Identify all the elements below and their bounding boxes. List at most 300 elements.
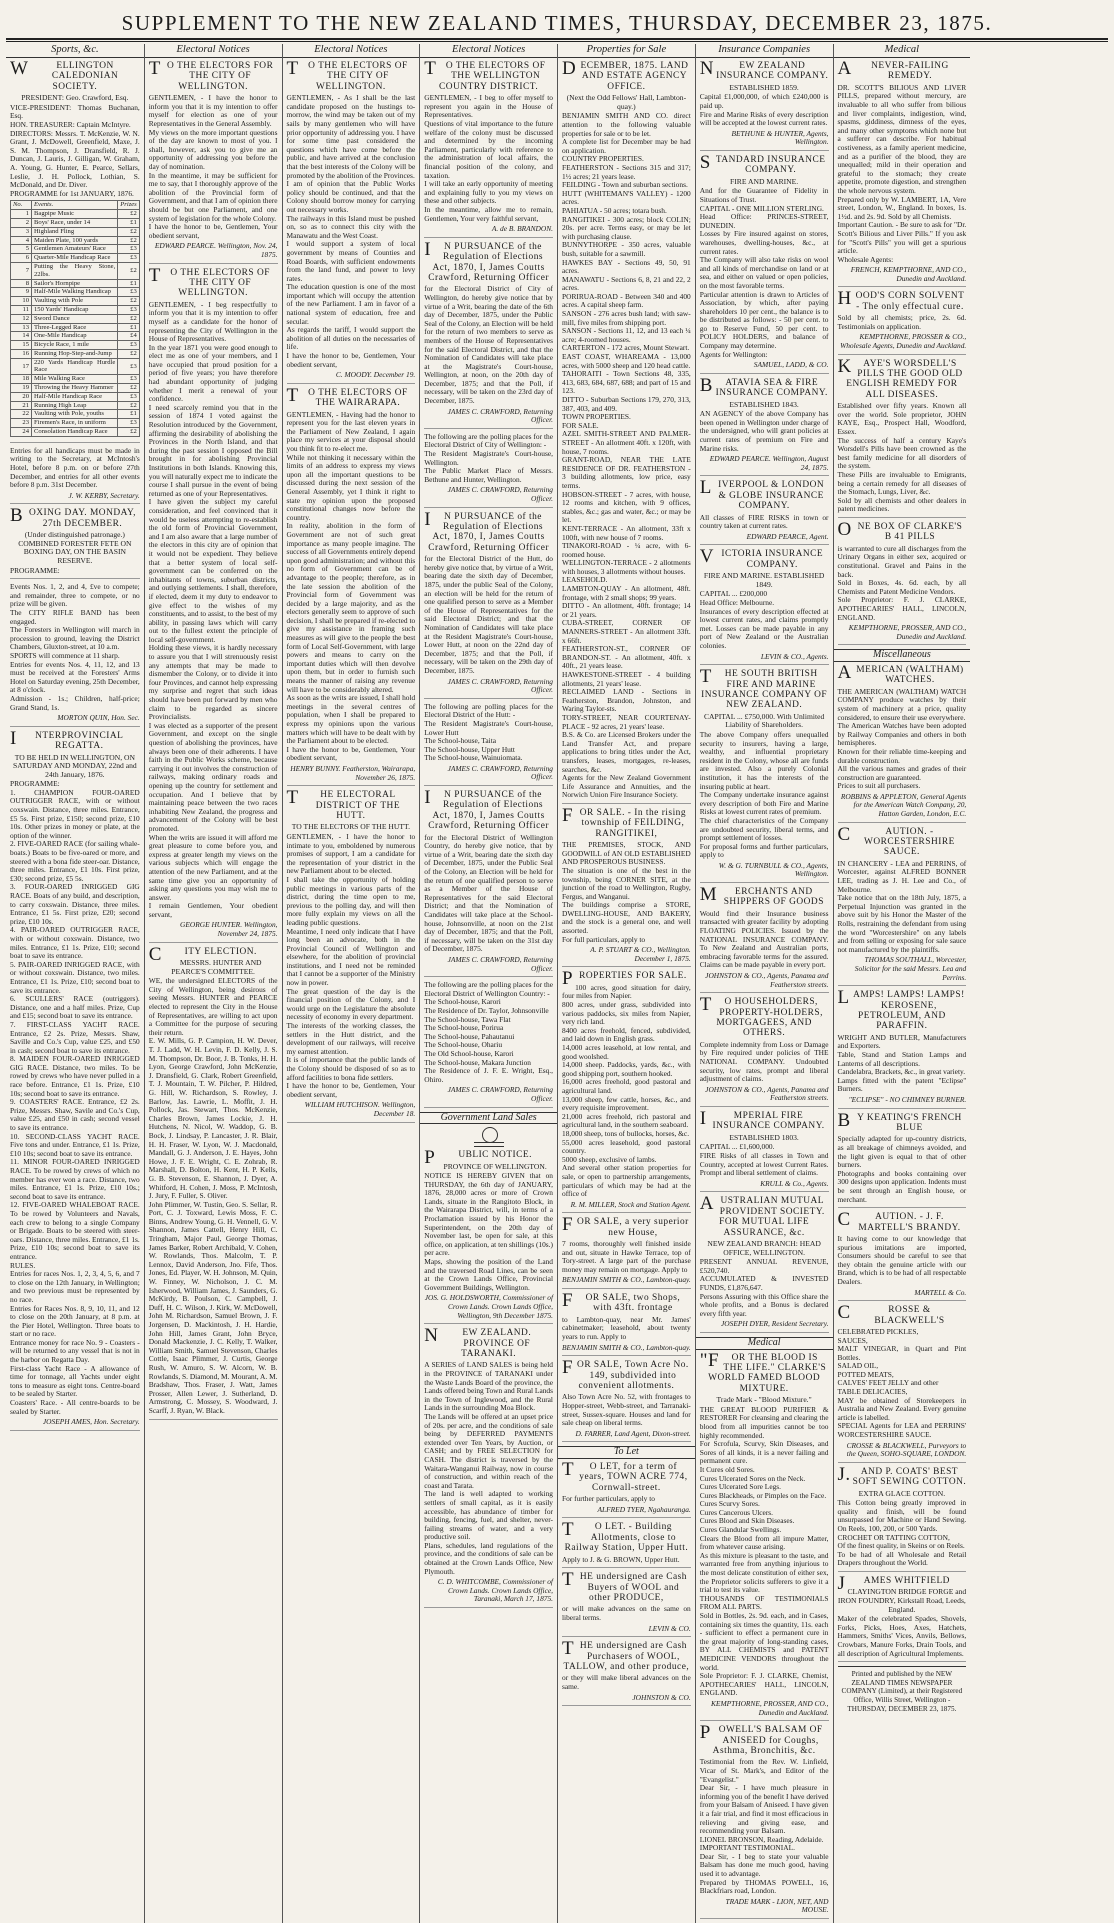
table-row — [11, 279, 140, 288]
ad-body: For further particulars, apply to — [562, 1494, 655, 1504]
ad-subtitle: Trade Mark - "Blood Mixture." — [716, 1395, 812, 1405]
section-heading: Medical — [696, 1337, 833, 1350]
table-cell: 20 — [11, 392, 32, 401]
ad-body: The above Company offers unequalled security to insurers, having a large, wealthy, and influential proprietary resident in the Colony, whose all are funds are invested. Also a purely Colonial institution, it has the interests of the insuring public at heart. The Company undertake insurance against every description of both Fire and Marine Risks at lowest current rates of premium. The chief characteristics of the Company are undoubted security, liberal terms, and prompt settlement of losses. For proposal forms and further particulars, apply to — [699, 729, 829, 860]
ad-title: THE ELECTORAL DISTRICT OF THE HUTT. — [286, 787, 401, 821]
table-cell: £2 — [118, 314, 139, 323]
ad-body: GENTLEMEN, - I have the honor to inform you that it is my intention to offer myself for election as one of your Representatives in the General Assembly. My views on the more important questions of the day are known to most of you. I shall, however, ask you to give me an opportunity of addressing you before the day of nomination. In the meantime, it may be sufficient for me to say, that I thoroughly approve of the abolition of the Provincial form of Government, and that I am of opinion there should be but one Parliament, and one system of legislation for the whole Colony. I have the honor to be, Gentlemen, Your obedient servant, — [148, 93, 278, 240]
ad-body: 7 rooms, thoroughly well finished inside and out, situate in Hawke Terrace, top of Tory-street. A large part of the purchase money may remain on mortgage. Apply to — [562, 1239, 691, 1274]
ad-body: Entries for all handicaps must be made in writing to the Secretary, at McIntosh's Hotel, before 8 p.m. on or before 27th December, and entries for all other events before 8 p.m. 31st December. — [10, 445, 140, 490]
advertisement — [699, 1349, 829, 1722]
table-cell: 8 — [11, 279, 32, 288]
table-cell: 15 — [11, 341, 32, 350]
ad-body: WRIGHT AND BUTLER, Manufacturers and Exporters. Table, Stand and Station Lamps and Lanterns of all descriptions. Candelabra, Brackets, &c., in great variety. Lamps fitted with the patent "Eclipse" Burners. — [837, 1032, 967, 1094]
table-cell: £2 — [118, 210, 139, 219]
ad-subtitle: EXTRA GLACE COTTON. — [858, 1488, 946, 1498]
ad-title: FOR SALE, Town Acre No. 149, subdivided into convenient allotments. — [562, 1357, 689, 1392]
ad-subtitle: ESTABLISHED 1843. — [729, 399, 799, 409]
table-cell: Sailor's Hornpipe — [32, 279, 118, 288]
ad-title: TO THE ELECTORS OF THE CITY OF WELLINGTON. — [148, 264, 270, 299]
table-cell: £2 — [118, 384, 139, 393]
ad-signature: GEORGE HUNTER. Wellington, November 24, 1875. — [180, 920, 278, 939]
ad-signature: WILLIAM HUTCHISON. Wellington, December 18. — [304, 1100, 416, 1118]
advertisement — [837, 987, 967, 1108]
advertisement — [10, 727, 140, 1431]
ad-signature: EDWARD PEARCE. Wellington, August 24, 1875. — [709, 454, 829, 472]
ad-body: THE PREMISES, STOCK, AND GOODWILL of AN OLD ESTABLISHED AND PROSPEROUS BUSINESS. The situation is one of the best in the township, being CORNER SITE, at the junction of the road to Wellington, Rugby, Fergus, and Wanganui. The buildings comprise a STORE, DWELLING-HOUSE, AND BAKERY, and the stock is a general one, and well assorted. For full particulars, apply to — [562, 840, 691, 944]
ad-signature: KEMPTHORNE, PROSSER & CO., Wholesale Agents, Dunedin and Auckland. — [840, 332, 967, 351]
ad-signature: JOSEPH DYER, Resident Secretary. — [721, 1319, 829, 1329]
ad-title: IMPERIAL FIRE INSURANCE COMPANY. — [699, 1108, 825, 1132]
table-cell: £1 — [118, 410, 139, 419]
advertisement — [424, 787, 553, 977]
ad-title: "FOR THE BLOOD IS THE LIFE." CLARKE'S WORLD FAMED BLOOD MIXTURE. — [699, 1349, 827, 1394]
table-cell: 3 — [11, 227, 32, 236]
table-cell: Bagpipe Music — [32, 210, 118, 219]
table-row — [11, 419, 140, 428]
table-cell: Vaulting with Pole, youths — [32, 410, 118, 419]
table-cell: £2 — [118, 428, 139, 437]
ad-title: LIVERPOOL & LONDON & GLOBE INSURANCE COMPANY. — [699, 477, 825, 512]
column-2 — [144, 44, 282, 1923]
advertisement — [148, 943, 278, 1420]
ad-title: BY KEATING'S FRENCH BLUE — [837, 1109, 962, 1133]
ad-signature: MORTON QUIN, Hon. Sec. — [57, 713, 140, 723]
ad-title: IN PURSUANCE of the Regulation of Elections Act, 1870, I, James Coutts Crawford, Returning Officer — [424, 787, 550, 832]
table-cell: Vaulting with Pole — [32, 297, 118, 306]
advertisement — [699, 994, 829, 1107]
ad-body: or will make advances on the same on liberal terms. — [562, 1604, 691, 1623]
ad-title: LAMPS! LAMPS! LAMPS! KEROSENE, PETROLEUM, AND PARAFFIN. — [837, 987, 965, 1032]
advertisement — [837, 1302, 967, 1463]
ad-body: WE, the undersigned ELECTORS of the City of Wellington, being desirous of seeing Messrs. HUNTER and PEARCE elected to represent the City in the House of Representatives, are willing to act upon a Committee for the purpose of securing their return. E. W. Mills, G. P. Campion, H. W. Dever, T. J. Ladd, W. H. Levin, F. D. Kelly, J. S. M. Thompson, Dr. Boor, J. B. Tonks, H. H. Lyon, George Crawford, John McKenzie, J. Dransfield, G. Clark, Robert Greenfield, T. J. Mountain, T. W. Pilcher, P. Hildred, G. Hill, W. Richardson, S. Rowley, J. Barlow, Jas. Lawrie, L. Moffit, J. H. Pollock, Jas. Stewart, Thos. McKenzie, Charles Brown, James Lockie, J. H. Hutchens, N. Nicol, W. Waddop, G. B. Bock, J. Lindsay, P. Lancaster, J. R. Blair, H. H. Fraser, W. Lyon, W. J. Macdonald, Mandall, G. J. Anderson, J. E. Hayes, John Howe, J. F. E. Wright, C. E. Zohrab, R. Marshall, D. Bolton, H. Kent, H. P. Kells, G. B. Stevenson, E. Shannon, J. Dyer, A. Whitford, H. Cohen, J. Moss, P. McIntosh, J. Jury, F. Fuller, S. Oliver. John Plimmer, W. Tustin, Geo. S. Sellar, R. Port, C. J. Toxward, Lewis Moss, F. C. Binns, Andrew Young, G. H. Vennell, G. V. Shannon, James Cattell, Henry Hill, C. Tringham, Major Paul, George Thomas, James Barker, Robert Archibald, V. Cohen, W. Rowlands, Thos. Malcolm, T. P. Lennox, David Anderson, Jno. Fife, Thos. Jones, Ed. Player, W. H. Johnson, M. Quin, W. Finney, W. Nicholson, J. C. M. Isherwood, William James, J. Saunders, G. McKirdy, B. Poulson, C. Campbell, J. Duff, H. C. Wilson, J. Kirk, W. McDowell, John M. Richardson, Samuel Brown, J. F. Jorgensen, D. Mackintosh, J. H. Hardie, John Hill, James Grant, John Bryce, Donald Mackenzie, J. C. Kelly, T. Walker, William Smith, Samuel Stevenson, Charles Cottle, Isaac Plimmer, J. Curtis, George Rush, W. Amuro, S. W. Alcorn, W. B. Rowlands, S. Diamond, M. Mourant, A. M. Bradshaw, Thos. Fraser, J. Watt, James Prosser, Allen Lewer, J. Sutherland, D. Armstrong, C. Mossey, S. Woodward, J. Scarff, J. Ryan, W. Black. — [148, 976, 278, 1415]
table-cell: £2 — [118, 227, 139, 236]
table-row — [11, 410, 140, 419]
ad-title: ANEVER-FAILING REMEDY. — [837, 58, 949, 82]
table-row — [11, 392, 140, 401]
ad-subtitle: NEW ZEALAND BRANCH: HEAD OFFICE, WELLINGTON. — [707, 1239, 821, 1257]
table-cell: £3 — [118, 341, 139, 350]
ad-signature: JAMES C. CRAWFORD, Returning Officer. — [447, 676, 553, 695]
table-row — [11, 314, 140, 323]
table-cell: 12 — [11, 314, 32, 323]
ad-signature: KEMPTHORNE, PROSSER, AND CO., Dunedin and Auckland. — [848, 623, 967, 641]
ad-signature: LEVIN & CO. — [648, 1623, 691, 1633]
table-cell: £4 — [118, 332, 139, 341]
ad-title: MERCHANTS AND SHIPPERS OF GOODS — [699, 884, 824, 908]
ad-title: THE undersigned are Cash Buyers of WOOL and other PRODUCE, — [562, 1569, 687, 1604]
ad-body: GENTLEMEN, - I beg respectfully to inform you that it is my intention to offer myself as a candidate for the honor of representing the City of Wellington in the House of Representatives. In the year 1871 you were good enough to elect me as one of your members, and I have occupied that proud position for a period of five years; you have therefore had abundant opportunity of judging whether I merit a renewal of your confidence. I need scarcely remind you that in the session of 1874 I voted against the Resolution introduced by the Government, affirming the desirability of abolishing the Provinces in the North Island, and that during the past session I opposed the Bill brought in for abolishing Provincial Institutions in both Islands. Knowing this, you will naturally expect me to indicate the course I shall pursue in the event of being returned as one of your Representatives. I have given the subject my careful consideration, and feel convinced that it would be useless attempting to re-establish the old form of Provincial Government, and I am also aware that a large number of the electors in this city are of opinion that it would not be expedient. They believe that a better system of local self-government can be conferred on the inhabitants of towns, suburban districts, and outlying settlements. I shall, therefore, if elected, deem it my duty to endeavor to give effect to the wishes of my constituents, and to assist, to the best of my ability, in passing laws which will carry out to the fullest extent the principle of local self-government. Holding these views, it is hardly necessary to assure you that I will strenuously resist any attempts that may be made to dismember the Colony, or to divide it into four Provinces, and cannot help expressing my surprise and regret that such ideas should have been put forward by men who claim to be regarded as sincere Provincialists. I was elected as a supporter of the present Government, and except on the single question of abolishing the provinces, have always been one of their adherents. I have faith in the Public Works scheme, because carrying it out involves the construction of railways, making ordinary roads and opening up the country for settlement and occupation. And I believe that by maintaining peace between the two races inhabiting New Zealand, the progress and advancement of the Colony will be best promoted. When the writs are issued it will afford me great pleasure to come before you, and express at greater length my views on the various subjects which will engage the attention of the new Parliament, and at the same time give you an opportunity of asking any questions you may wish me to answer. I remain Gentlemen, Your obedient servant, — [148, 299, 278, 919]
advertisement — [148, 58, 278, 264]
table-cell: 7 — [11, 262, 32, 279]
ad-body: Testimonial from the Rev. W. Linfield, Vicar of St. Mark's, and Editor of the "Evangelist." Dear Sir, - I have much pleasure in informing you of the benefit I have derived from your Balsam of Aniseed. I have given it a fair trial, and find it most efficacious in relieving and giving ease, and recommending your Balsam. LIONEL BRONSON, Reading, Adelaide. IMPORTANT TESTIMONIAL. Dear Sir, - I beg to state your valuable Balsam has done me much good, having used it to advantage. Prepared by THOMAS POWELL, 16, Blackfriars road, London. — [699, 1757, 829, 1896]
table-cell: Maiden Plate, 100 yards — [32, 236, 118, 245]
advertisement — [837, 1109, 967, 1209]
table-row — [11, 384, 140, 393]
ad-subtitle: TO THE ELECTORS OF THE HUTT. — [291, 822, 411, 832]
table-cell: £3 — [118, 419, 139, 428]
table-cell: Half-Mile Walking Handicap — [32, 288, 118, 297]
advertisement — [699, 151, 829, 374]
ad-body: Specially adapted for up-country districts, as all breakage of chimneys avoided, and the light given is equal to that of other burners. Photographs and books containing over 300 designs upon application. Indents must be sent through an English house, or merchant. — [837, 1134, 967, 1204]
ad-body: Complete indemnity from Loss or Damage by Fire required under policies of THE NATIONAL COMPANY. Undoubted security, low rates, prompt and liberal adjustment of claims. — [699, 1039, 829, 1084]
ad-body: PROGRAMME: — [10, 565, 60, 575]
ad-title: POWELL'S BALSAM OF ANISEED for Coughs, Asthma, Bronchitis, &c. — [699, 1722, 823, 1756]
programme-header: No. — [11, 201, 32, 210]
column-1 — [6, 44, 144, 1923]
advertisement — [424, 238, 553, 429]
ad-body: This Cotton being greatly improved in quality and finish, will be found unsurpassed for Machine or Hand Sewing. On Reels, 100, 200, or 500 Yards. CROCHET OR TATTING COTTON, Of the finest quality, in Skeins or on Reels. To be had of all Wholesale and Retail Drapers throughout the World. — [837, 1498, 967, 1568]
section-heading: To Let — [558, 1446, 695, 1459]
ad-subtitle: ESTABLISHED 1803. — [729, 1132, 799, 1142]
table-cell: 22 — [11, 410, 32, 419]
column-heading: Electoral Notices — [420, 44, 557, 58]
table-cell: 11 — [11, 305, 32, 314]
ad-body: The following are the polling places for the Electoral District of Wellington Country: - The School-house, Karori The Residence of Dr. Taylor, Johnsonville The School-house, Tawa Flat The School-house, Porirua The School-house, Pahautanui The School-house, Ohariu The Old School-house, Karori The School-house, Makara Junction The Residence of J. F. E. Wright, Esq., Ohiro. — [424, 980, 553, 1084]
table-row — [11, 332, 140, 341]
ad-subtitle: PROVINCE OF WELLINGTON. — [443, 1161, 547, 1171]
advertisement — [699, 666, 829, 883]
ad-title: INTERPROVINCIAL REGATTA. — [10, 727, 124, 752]
table-cell: One-Mile Handicap — [32, 332, 118, 341]
ad-title: FOR SALE. - In the rising township of FEILDING, RANGITIKEI, — [562, 804, 687, 839]
ad-title: DECEMBER, 1875. LAND AND ESTATE AGENCY OFFICE. — [562, 58, 689, 92]
table-cell: Running Hop-Step-and-Jump — [32, 349, 118, 358]
ad-body: AN AGENCY of the above Company has been opened in Wellington under charge of the undersigned, who will grant policies at current rates of premium on Fire and Marine risks. — [699, 409, 829, 453]
advertisement — [699, 546, 829, 665]
ad-subtitle: TO BE HELD IN WELLINGTON, ON SATURDAY AND MONDAY, 22nd and 24th January, 1876. — [13, 752, 137, 779]
table-cell: £2 — [118, 297, 139, 306]
ad-subtitle: PRESIDENT: Geo. Crawford, Esq. — [21, 93, 129, 103]
advertisement — [837, 661, 967, 823]
advertisement — [837, 355, 967, 518]
table-row — [11, 349, 140, 358]
ad-body: GENTLEMEN, - I beg to offer myself to represent you again in the House of Representatives. Questions of vital importance to the future welfare of the colony must be discussed and determined by the incoming Parliament, particularly with reference to the administration of local affairs, the financial position of the colony, and taxation. I will take an early opportunity of meeting and explaining fully to you my views on these and other subjects. In the meantime, allow me to remain, Gentlemen, Your very faithful servant, — [424, 93, 553, 223]
table-cell: Three-Legged Race — [32, 323, 118, 332]
table-cell: 23 — [11, 419, 32, 428]
ad-title: NEW ZEALAND INSURANCE COMPANY. — [699, 58, 829, 82]
column-4 — [419, 44, 557, 1923]
ad-title: THE SOUTH BRITISH FIRE AND MARINE INSURANCE COMPANY OF NEW ZEALAND. — [699, 666, 828, 711]
ad-body: Events Nos. 1, 2, and 4, £ve to compete; and remainder, three to compete, or no prize will be given. The CITY RIFLE BAND has been engaged. The Foresters in Wellington will march in procession to ground, leaving the District Chambers, Gluxton-street, at 10 a.m. SPORTS will commence at 11 sharp. Entries for events Nos. 4, 11, 12, and 13 must be received at the Foresters' Arms Hotel on Saturday evening, 25th December, at 8 o'clock. Admission - 1s.; Children, half-price; Grand Stand, 1s. — [10, 582, 140, 712]
ad-body: Sold by all chemists; price, 2s. 6d. Testimonials on application. — [837, 313, 967, 331]
column-heading: Electoral Notices — [283, 44, 420, 58]
ad-title: AMERICAN (WALTHAM) WATCHES. — [837, 661, 964, 686]
advertisement — [424, 58, 553, 238]
table-cell: £3 — [118, 358, 139, 375]
ad-title: BATAVIA SEA & FIRE INSURANCE COMPANY. — [699, 374, 828, 399]
ad-title: NEW ZEALAND. PROVINCE OF TARANAKI. — [424, 1325, 532, 1359]
ad-body: The following are polling places for the Electoral District of the Hutt: - The Resident Magistrate's Court-house, Lower Hutt The School-house, Taita The School-house, Upper Hutt The School-house, Wainuiomata. — [424, 701, 553, 763]
table-cell: £2 — [118, 349, 139, 358]
ad-signature: JAMES C. CRAWFORD, Returning Officer. — [447, 955, 553, 973]
table-cell: Firemen's Race, in uniform — [32, 419, 118, 428]
table-cell: Half-Mile Handicap Race — [32, 392, 118, 401]
table-cell: 13 — [11, 323, 32, 332]
table-cell: 220 Yards Handicap Hurdle Race — [32, 358, 118, 375]
programme-header: Events. — [32, 201, 118, 210]
advertisement — [837, 288, 967, 354]
ad-title: JAMES WHITFIELD — [837, 1572, 950, 1594]
table-cell: 21 — [11, 401, 32, 410]
advertisement — [562, 1357, 691, 1442]
table-row — [11, 323, 140, 332]
table-row — [11, 218, 140, 227]
ad-body: GENTLEMEN, - I have the honor to intimate to you, emboldened by numerous promises of support, I am a candidate for the representation of your district in the new Parliament about to be elected. I shall take the opportunity of holding public meetings in various parts of the district, during the time open to me, previous to the polling day, and will then more fully explain my views on all the leading public questions. Meantime, I need only indicate that I have long been an advocate, both in the Provincial Council of Wellington and elsewhere, for the abolition of provincial institutions, and I need not be reminded that I cannot be a supporter of the Ministry now in power. The great question of the day is the financial position of the Colony, and I would urge on the Legislature the absolute necessity of economy in every department. The interests of the working classes, the settlers in the Hutt district, and the development of our railways, will receive my earnest attention. It is of importance that the public lands of the Colony should be disposed of so as to afford facilities to bona fide settlers. I have the honor to be, Gentlemen, Your obedient servant, — [286, 831, 416, 1099]
table-row — [11, 341, 140, 350]
ad-signature: JOHNSTON & CO. — [632, 1692, 691, 1702]
advertisement — [562, 1290, 691, 1356]
ad-subtitle: (Next the Odd Fellows' Hall, Lambton-quay.) — [566, 93, 687, 111]
ad-title: KAYE'S WORSDELL'S PILLS THE GOOD OLD ENGLISH REMEDY FOR ALL DISEASES. — [837, 355, 963, 400]
table-cell: 2 — [11, 218, 32, 227]
table-row — [11, 375, 140, 384]
ad-body: Would find their Insurance business transacted with greater facility by adopting FLOATING POLICIES. Issued by the NATIONAL INSURANCE COMPANY. To New Zealand and Australian ports, embracing favorable terms for the assured. Claims can be made payable in every port. — [699, 908, 829, 970]
programme-table — [10, 200, 140, 437]
advertisement — [562, 1214, 691, 1289]
ad-signature: R. M. MILLER, Stock and Station Agent. — [570, 1199, 691, 1209]
ad-body: PROGRAMME: 1. CHAMPION FOUR-OARED OUTRIGGER RACE, with or without coxswain. Distance, three miles. Entrance, £5 5s. First prize, £150; second prize, £10 10s. Other prizes in money or plate, at the option of the winner. 2. FIVE-OARED RACE (for sailing whale-boats.) Boats to be five-oared or more, and steered with a bona fide steer-oar. Distance, three miles. Entrance, £1 10s. First prize, £30; second prize, £5 5s. 3. FOUR-OARED INRIGGED GIG RACE. Boats of any build, and description, to carry coxswain. Distance, three miles. Entrance, £1 5s. First prize, £20; second prize, £10 10s. 4. PAIR-OARED OUTRIGGER RACE, with or without coxswain. Distance, two miles. Entrance, £1 1s. Prize, £10; second boat to save its entrance. 5. PAIR-OARED INRIGGED RACE, with or without coxswain. Distance, two miles. Entrance, £1 1s. Prize, £10; second boat to save its entrance. 6. SCULLERS' RACE (outriggers). Distance, one and a half miles. Prize, Cup and £15; second boat to save its entrance. 7. FIRST-CLASS YACHT RACE. Entrance, £2 2s. Prize, Messrs. Shaw, Saville and Co.'s Cup, value £25, and £50 in cash; second boat to save its entrance. 8. MAIDEN FOUR-OARED INRIGGED GIG RACE. Distance, two miles. To be rowed by crews who have never pulled in a race before. Entrance, £1 1s. Prize, £10 10s; second boat to save its entrance. 9. COASTERS' RACE. Entrance, £2 2s. Prize, Messrs. Shaw, Savile and Co.'s Cup, value £25, and £50 in cash; second vessel to save its entrance. 10. SECOND-CLASS YACHT RACE. Five tons and under. Entrance, £1 1s. Prize, £10 10s; second boat to save its entrance. 11. MINOR FOUR-OARED INRIGGED RACE. To be rowed by crews of which no member has ever won a race. Distance, two miles. Entrance, £1 1s. Prize, £10 10s.; second boat to save its entrance. 12. FIVE-OARED WHALEBOAT RACE. To be rowed by Volunteers and Navals, each crew to belong to a single Company or Brigade. Boats to be steered with steer-oars. Distance, three miles. Entrance, £1 1s. Prize, £10 10s; second boat to save its entrance. RULES. Entries for races Nos. 1, 2, 3, 4, 5, 6, and 7 to close on the 12th January, in Wellington; and two previous must be represented by no race. Entries for Races Nos. 8, 9, 10, 11, and 12 to close on the 20th January, at 8 p.m. at the Pier Hotel, Wellington. Three boats to start or no race. Entrance money for race No. 9 - Coasters - will be returned to any vessel that is not in the harbor on Regatta Day. First-class Yacht Race - A allowance of time for tonnage, all Yachts under eight tons to measure as eight tons. Centre-board to be sealed by Starter. Coasters' Race. - All centre-boards to be sealed by Starter. — [10, 779, 140, 1416]
advertisement — [699, 884, 829, 993]
column-6 — [695, 44, 833, 1923]
table-row — [11, 236, 140, 245]
ad-body: GENTLEMEN, - Having had the honor to represent you for the last eleven years in the Parliament of New Zealand, I again place my services at your disposal should you think fit to re-elect me. While not thinking it necessary within the limits of an address to express my views upon all the important questions to be discussed during the next session of the General Assembly, yet I think it right to state my opinion upon the proposed constitutional changes now before the country. In reality, abolition in the form of Government are not of such great importance as many people imagine. The success of all Governments entirely depend upon good administration; and without this no form of Government can be of advantage to the people; therefore, as in the late session the abolition of the Provincial form of Government was decided by a large majority, and as the electors generally seem to approve of such decision, I shall be prepared if re-elected to give my assistance in framing such measures as will give to the people the best form of Local Self-Government, with large powers and means to carry on the important duties which will then devolve upon them, but in order to furnish such means the manner of raising any revenue will have to be considerably altered. As soon as the writs are issued, I shall hold meetings in the several centres of population, when I shall be prepared to express my opinions upon the various matters which will have to be dealt with by the Parliament about to be elected. I have the honor to be, Gentlemen, Your obedient servant, — [286, 409, 416, 763]
ad-subtitle: FIRE AND MARINE. — [730, 176, 799, 186]
advertisement — [286, 58, 416, 384]
ad-body: BENJAMIN SMITH AND CO. direct attention to the following valuable properties for sale or to be let. A complete list for December may be had on application. COUNTRY PROPERTIES. FEATHERSTON - Sections 315 and 317; 1½ acres; 21 years lease. FEILDING - Town and suburban sections. HUTT (WHITEMAN'S VALLEY) - 1200 acres. PAHIATUA - 50 acres; totara bush. RANGITIKEI - 300 acres; block COLIN; 20s. per acre. Terms easy, or may be let with purchasing clause. BUNNYTHORPE - 350 acres, valuable bush, suitable for a sawmill. HAWKES BAY - Sections 49, 50, 91 acres. MANAWATU - Sections 6, 8, 21 and 22, 2 acres. PORIRUA-ROAD - Between 340 and 400 acres. A capital sheep farm. SANSON - 276 acres bush land; with saw-mill, five miles from shipping port. SANSON - Sections 11, 12, and 13 each ¼ acre; 4-roomed houses. CARTERTON - 172 acres, Mount Stewart. EAST COAST, WHAREAMA - 13,000 acres, with 5000 sheep and 120 head cattle. TAHORAITI - Town Sections 48, 335, 413, 683, 684, 687, 688; and part of 15 and 123. DITTO - Suburban Sections 179, 270, 313, 387, 403, and 409. TOWN PROPERTIES. FOR SALE. AZEL SMITH-STREET AND PALMER-STREET - An allotment 40ft. x 120ft, with house, 7 rooms. GRANT-ROAD, NEAR THE LATE RESIDENCE OF DR. FEATHERSTON - 3 building allotments, low price, easy terms. HOBSON-STREET - 7 acres, with house, 12 rooms and kitchen, with 9 offices, stables, &c.; gas and water, &c.; or may be let. KENT-TERRACE - An allotment, 33ft x 100ft, with new house of 7 rooms. TINAKORI-ROAD - ¼ acre, with 6-roomed house. WELLINGTON-TERRACE - 2 allotments with houses, 3 allotments without houses. LEASEHOLD. LAMBTON-QUAY - An allotment, 48ft. frontage, with 2 small shops; 99 years. DITTO - An allotment, 40ft. frontage; 14 or 21 years. CUBA-STREET, CORNER OF MANNERS-STREET - An allotment 33ft. x 66ft. FEATHERSTON-ST., CORNER OF BRANDON-ST. - An allotment, 40ft. x 40ft., 21 years lease. HAWKESTONE-STREET - 4 building allotments, 21 years' lease. RECLAIMED LAND - Sections in Featherston, Brandon, Johnston, and Waring Taylor-sts. TORY-STREET, NEAR COURTENAY-PLACE - 92 acres, 21 years' lease. B.S. & Co. are Licensed Brokers under the Land Transfer Act, and prepare applications to bring titles under the Act, transfers, leases, mortgages, re-leases, searches, &c. Agents for the New Zealand Government Life Assurance and Annuities, and the Norwich Union Fire Insurance Society. — [562, 111, 691, 800]
ad-signature: JOHNSTON & CO., Agents, Panama and Featherston streets. — [705, 1084, 829, 1103]
ad-title: TO LET. - Building Allotments, close to Railway Station, Upper Hutt. — [562, 1519, 689, 1554]
advertisement — [837, 823, 967, 987]
ad-signature: JAMES C. CRAWFORD, Returning Officer. — [447, 485, 553, 503]
ad-title: TO HOUSEHOLDERS, PROPERTY-HOLDERS, MORTGAGEES, AND OTHERS. — [699, 994, 823, 1039]
table-cell: £3 — [118, 392, 139, 401]
ad-signature: BENJAMIN SMITH & CO., Lambton-quay. — [562, 1342, 691, 1352]
ad-body: to Lambton-quay, near Mr. James' cabinetmaker; leasehold, about twenty years to run. Apply to — [562, 1314, 691, 1342]
advertisement — [10, 447, 140, 505]
advertisement — [424, 1325, 553, 1608]
advertisement — [10, 583, 140, 727]
ad-signature: BETHUNE & HUNTER, Agents, Wellington. — [731, 128, 829, 147]
ad-signature: KRULL & Co., Agents. — [760, 1178, 829, 1188]
ad-body: DR. SCOTT'S BILIOUS AND LIVER PILLS, prepared without mercury, are invaluable to all who suffer from bilious and liver complaints, indigestion, wind, spasms, giddiness, dimness of the eyes, and many other symptoms which none but a sufferer can describe. For habitual costiveness, as a family aperient medicine, and as a purifier of the blood, they are unequalled; mild in their operation and grateful to the stomach; they create appetite, promote digestion, and strengthen the whole nervous system. Prepared only by W. LAMBERT, 1A, Vere street, London, W., England. In boxes, 1s. 1½d. and 2s. 9d. Sold by all Chemists. Important Caution. - Be sure to ask for "Dr. Scott's Bilious and Liver Pills." If you ask for "Scott's Pills" you will get a spurious article. Wholesale Agents: — [837, 82, 967, 264]
table-cell: £3 — [118, 305, 139, 314]
advertisement — [837, 58, 967, 287]
ad-title: CAUTION. - WORCESTERSHIRE SAUCE. — [837, 823, 955, 858]
masthead: SUPPLEMENT TO THE NEW ZEALAND TIMES, THURSDAY, DECEMBER 23, 1875. — [121, 11, 993, 35]
advertisement — [699, 477, 829, 545]
table-row — [11, 262, 140, 279]
ad-body: Also Town Acre No. 52, with frontages to Hopper-street, Webb-street, and Tarranaki-street, Sussex-square. Houses and land for sale cheap on liberal terms. — [562, 1392, 691, 1428]
table-row — [11, 210, 140, 219]
ad-signature: JAMES C. CRAWFORD, Returning Officer. — [447, 1085, 553, 1103]
ad-signature: ALFRED TYER, Ngahauranga. — [597, 1504, 691, 1514]
ad-body: It having come to our knowledge that spurious imitations are imported, Consumers should be careful to see that they obtain the genuine article with our Brand, which is to be had of all respectable Dealers. — [837, 1233, 967, 1286]
table-cell: Consolation Handicap Race — [32, 428, 118, 437]
advertisement — [837, 1209, 967, 1301]
ad-signature: TRADE MARK - LION, NET, AND MOUSE. — [725, 1896, 829, 1915]
ad-body: THE AMERICAN (WALTHAM) WATCH COMPANY produce watches by their system of machinery at a price, quality considered, to ensure their use everywhere. The American Watches have been adopted by Railway Companies and others in both hemispheres. Known for their reliable time-keeping and durable construction. All the various names and grades of their construction are guaranteed. Prices to suit all purchasers. — [837, 686, 967, 791]
advertisement — [837, 1463, 967, 1572]
advertisement — [699, 58, 829, 151]
section-heading: Miscellaneous — [834, 649, 971, 662]
table-cell: £3 — [118, 375, 139, 384]
table-row — [11, 358, 140, 375]
ad-signature: THOMAS SOUTHALL, Worcester, Solicitor for the said Messrs. Lea and Perrins. — [854, 955, 967, 982]
ad-signature: LEVIN & CO., Agents. — [760, 651, 829, 661]
table-cell: Throwing the Heavy Hammer — [32, 384, 118, 393]
ad-body: And for the Guarantee of Fidelity in Situations of Trust. CAPITAL - ONE MILLION STERLING. Head Office: PRINCES-STREET, DUNEDIN. Losses by Fire insured against on stores, warehouses, dwelling-houses, &c., at current rates. The Company will also take risks on wool and all kinds of merchandise on land or at sea, and either on valued or open policies, on the most favorable terms. Particular attention is drawn to Articles of Association, by which, after paying shareholders 10 per cent., the balance is to be distributed as follows: - 50 per cent. to go to Reserve Fund, 50 per cent. to POLICY HOLDERS, and balance of Company may determine. Agents for Wellington: — [699, 186, 829, 359]
column-3 — [282, 44, 420, 1923]
ad-signature: J. W. KERBY, Secretary. — [68, 490, 140, 500]
ad-signature: ROBBINS & APPLETON, General Agents for the American Watch Company, 20, Hatton Garden, London, E.C. — [840, 791, 967, 819]
ad-title: J.AND P. COATS' BEST SOFT SEWING COTTON. — [837, 1463, 967, 1488]
ad-title: TO THE ELECTORS OF THE CITY OF WELLINGTON. — [286, 58, 408, 92]
ad-signature: A. P. STUART & CO., Wellington. December 1, 1875. — [590, 945, 691, 963]
programme-header: Prizes — [118, 201, 139, 210]
table-cell: £1 — [118, 323, 139, 332]
table-cell: Sword Dance — [32, 314, 118, 323]
table-row — [11, 401, 140, 410]
column-heading: Properties for Sale — [558, 44, 695, 58]
masthead-rule-thin — [6, 41, 1108, 42]
ad-signature: EDWARD PEARCE. Wellington, Nov. 24, 1875. — [154, 241, 278, 259]
ad-title: BOXING DAY. MONDAY, 27th DECEMBER. — [10, 505, 136, 529]
advertisement — [562, 804, 691, 968]
table-cell: 14 — [11, 332, 32, 341]
table-cell: £1 — [118, 218, 139, 227]
advertisement — [562, 1519, 691, 1568]
table-row — [11, 288, 140, 297]
ad-signature: BENJAMIN SMITH & CO., Lambton-quay. — [562, 1275, 691, 1285]
ad-signature: EDWARD PEARCE, Agent. — [746, 531, 829, 541]
ad-title: WELLINGTON CALEDONIAN SOCIETY. — [10, 58, 119, 92]
advertisement — [424, 508, 553, 699]
table-cell: Highland Fling — [32, 227, 118, 236]
table-cell: 5 — [11, 245, 32, 254]
ad-body: Maker of the celebrated Spades, Shovels, Forks, Picks, Hoes, Axes, Hatchets, Hammers, Smiths' Vices, Anvils, Bellows, Crowbars, Manure Forks, Drain Tools, and all description of Agricultural Implements. — [837, 1614, 967, 1658]
table-cell: 19 — [11, 384, 32, 393]
advertisement — [424, 1147, 553, 1324]
advertisement — [148, 264, 278, 943]
ad-subtitle: ESTABLISHED 1859. — [729, 82, 799, 92]
table-cell: 1 — [11, 210, 32, 219]
ad-body: or they will make liberal advances on the same. — [562, 1673, 691, 1692]
table-cell: £2 — [118, 236, 139, 245]
advertisement — [286, 787, 416, 1122]
table-cell: £3 — [118, 254, 139, 263]
ad-signature: JOHNSTON & CO., Agents, Panama and Featherston streets. — [705, 971, 829, 989]
ad-body: A SERIES of LAND SALES is being held in the PROVINCE of TARANAKI under the Waste Lands Board of the province, the Lands offered being Town and Rural Lands in the Town of Inglewood, and the Rural Lands in the surrounding Moa Block. The Lands will be offered at an upset price of 20s. per acre, and the conditions of sale being by DEFERRED PAYMENTS extended over Ten Years, by Auction, or CASH; and by FREE SELECTION for CASH. The district is traversed by the Waitara-Wanganui Railway, now in course of construction, and within reach of the coast and Tarata. The land is well adapted to working settlers of small capital, as it is easily accessible, has abundance of timber for building, fencing, fuel, and shelter, never-failing streams of water, and a very productive soil. Plans, schedules, land regulations of the province, and the conditions of sale can be obtained at the Crown Lands Office, New Plymouth. — [424, 1360, 553, 1576]
advertisement — [562, 58, 691, 804]
advertisement — [837, 519, 967, 645]
advertisement — [699, 1108, 829, 1192]
column-grid — [6, 44, 1108, 1915]
table-cell: £1 — [118, 279, 139, 288]
table-cell: 18 — [11, 375, 32, 384]
advertisement — [286, 384, 416, 786]
ad-title: TO THE ELECTORS FOR THE CITY OF WELLINGTON. — [148, 58, 274, 92]
ad-body: for the Electoral District of Wellington Country, do hereby give notice, that by virtue of a Writ, bearing date the sixth day of December, 1875, under the Public Seal of the Colony, an Election will be held for the return of one qualified person to serve as a Member of the House of Representatives for the said Electoral District; and that the Nomination of Candidates will take place at the School-house, Johnsonville, at noon on the 21st day of December, 1875; and that the Poll, if necessary, will be taken on the 31st day of December, 1875. — [424, 832, 553, 954]
table-cell: 150 Yards' Handicap — [32, 305, 118, 314]
table-row — [11, 245, 140, 254]
table-cell: 6 — [11, 254, 32, 263]
ad-subtitle: CLAYINGTON BRIDGE FORGE and IRON FOUNDRY, Kirkstall Road, Leeds, England. — [837, 1587, 967, 1614]
ad-subtitle: MESSRS. HUNTER AND PEARCE'S COMMITTEE. — [171, 958, 262, 976]
table-row — [11, 428, 140, 437]
table-cell: £2 — [118, 262, 139, 279]
ad-title: IN PURSUANCE of the Regulation of Elections Act, 1870, I, James Coutts Crawford, Returning Officer — [424, 238, 550, 283]
table-cell: Running High Leap — [32, 401, 118, 410]
ad-body: for the Electoral District of the Hutt, do hereby give notice that, by virtue of a Writ, bearing date the sixth day of December, 1875, under the public Seal of the Colony, an election will be held for the return of one qualified person to serve as a Member of the House of Representatives for the said Electoral District; and that the Nomination of Candidates will take place at the Resident Magistrate's Court-house, Lower Hutt, at noon on the 22nd day of December, 1875; and that the Poll, if necessary, will be taken on the 29th day of December, 1875. — [424, 554, 553, 675]
table-row — [11, 227, 140, 236]
table-cell: 4 — [11, 236, 32, 245]
ad-subtitle: FIRE AND MARINE. ESTABLISHED 1849. — [703, 571, 825, 589]
ad-title: IN PURSUANCE of the Regulation of Elections Act, 1870, I, James Coutts Crawford, Returning Officer — [424, 508, 550, 553]
advertisement — [424, 981, 553, 1107]
table-cell: 24 — [11, 428, 32, 437]
column-7 — [833, 44, 971, 1923]
advertisement — [10, 505, 140, 579]
table-row — [11, 305, 140, 314]
ad-signature: FRENCH, KEMPTHORNE, AND CO., Dunedin and Auckland. — [850, 265, 967, 283]
column-heading: Electoral Notices — [145, 44, 282, 58]
ad-title: FOR SALE, a very superior new House, — [562, 1214, 689, 1238]
ad-body: for the Electoral District of City of Wellington, do hereby give notice that by virtue of a Writ, bearing the date of the 6th day of December, 1875, under the Public Seal of the Colony, an Election will be held for the return of two members to serve as members of the House of Representatives for the said Electoral District, and that the Nomination of Candidates will take place at the Magistrate's Court-house, Wellington, at noon, on the 20th day of December, 1875; and that the Poll, if necessary, will be taken on the 23rd day of December, 1875. — [424, 284, 553, 406]
ad-signature: CROSSE & BLACKWELL, Purveyors to the Queen, SOHO-SQUARE, LONDON. — [846, 1440, 967, 1459]
advertisement — [699, 1193, 829, 1333]
ad-body: The following are the polling places for the Electoral District of City of Wellington: - The Resident Magistrate's Court-house, Wellington. The Public Market Place of Messrs. Bethune and Hunter, Wellington. — [424, 431, 553, 484]
ad-body: CELEBRATED PICKLES, SAUCES, MALT VINEGAR, in Quart and Pint Bottles. SALAD OIL, POTTED MEATS, CALVES' FEET JELLY and other TABLE DELICACIES, MAY be obtained of Storekeepers in Australia and New Zealand. Every genuine article is labelled. SPECIAL Agents for LEA and PERRINS' WORCESTERSHIRE SAUCE. — [837, 1326, 967, 1440]
ad-title: CITY ELECTION. — [148, 943, 257, 965]
ad-body: CAPITAL ... £200,000 Head Office: Melbourne. Insurances of every description effected at lowest current rates, and claims promptly met. Losses can be made payable in any port of New Zealand or the Australian colonies. — [699, 589, 829, 650]
ad-body: IN CHANCERY - LEA and PERRINS, of Worcester, against ALFRED BONNER LEE, trading as J. H. Lee and Co., of Melbourne. Take notice that on the 18th July, 1875, a Perpetual Injunction was granted in the above suit by his Honor the Master of the Rolls, restraining the defendant from using the word "Worcestershire" on any labels and from selling or exposing for sale sauce not manufactured by the plaintiffs. — [837, 858, 967, 954]
ad-signature: D. FARRER, Land Agent, Dixon-street. — [575, 1428, 691, 1438]
column-heading: Sports, &c. — [6, 44, 144, 58]
ad-body: GENTLEMEN, - As I shall be the last candidate proposed on the hustings to-morrow, the wind may be taken out of my sails by many gentlemen who will have prior opportunity of addressing you. I have for some time past considered the questions which have come before the public, and have arrived at the conclusion that the best interests of the Colony will be promoted by the abolition of the Provinces. I am of opinion that the Public Works policy should be continued, and that the Colony should borrow money for carrying out necessary works. The railways in this Island must be pushed on, so as to connect this city with the Manawatu and the West Coast. I would support a system of local government by means of Counties and Road Boards, with sufficient endowments from the land fund, and power to levy rates. The education question is one of the most important which will occupy the attention of the new Parliament. I am in favor of a national system of education, free and secular. As regards the tariff, I would support the abolition of all duties on the necessaries of life. I have the honor to be, Gentlemen, Your obedient servant, — [286, 93, 416, 369]
ad-signature: MARTELL & Co. — [914, 1287, 967, 1297]
ad-title: THE undersigned are Cash Purchasers of WOOL, TALLOW, and other produce, — [562, 1638, 690, 1673]
printer-imprint: Printed and published by the NEW ZEALAND TIMES NEWSPAPER COMPANY (Limited), at their Registered Office, Willis Street, Wellington - THURSDAY, DECEMBER 23, 1875. — [838, 1666, 967, 1713]
ad-title: STANDARD INSURANCE COMPANY. — [699, 151, 826, 176]
section-heading: Government Land Sales — [420, 1112, 557, 1125]
table-cell: 9 — [11, 288, 32, 297]
table-cell: £3 — [118, 245, 139, 254]
advertisement — [562, 968, 691, 1213]
advertisement — [562, 1459, 691, 1518]
ad-body: PRESENT ANNUAL REVENUE, £520,740. ACCUMULATED & INVESTED FUNDS, £1,876,647. Persons Assuring with this Office share the whole profits, and a Bonus is declared every fifth year. — [699, 1257, 829, 1318]
ad-body: Apply to J. & G. BROWN, Upper Hutt. — [562, 1554, 680, 1564]
advertisement — [424, 433, 553, 508]
table-cell: 16 — [11, 349, 32, 358]
ad-title: AUSTRALIAN MUTUAL PROVIDENT SOCIETY. FOR MUTUAL LIFE ASSURANCE, &c. — [699, 1193, 825, 1238]
ad-body: NOTICE IS HEREBY GIVEN that on THURSDAY, the 6th day of JANUARY, 1876, 28,000 acres or more of Crown Lands, situate in the Rangitoto Block, in the Wairarapa District, will, in terms of a Proclamation issued by his Honor the Superintendent, on the 20th day of November last, be open for sale, at this office, on application, at ten shillings (10s.) per acre. Maps, showing the position of the Land and the traversed Road Lines, can be seen at the Crown Lands Office, Provincial Government Buildings, Wellington. — [424, 1171, 553, 1292]
ad-body: 100 acres, good situation for dairy, four miles from Napier. 800 acres, under grass, subdivided into various paddocks, six miles from Napier, very rich land. 8400 acres freehold, fenced, subdivided, and laid down in English grass. 14,000 acres leasehold, at low rental, and good woolshed. 14,000 sheep. Paddocks, yards, &c., with good shipping port, southern hooked. 16,000 acres freehold, good pastoral and agricultural land. 13,000 sheep, few cattle, horses, &c., and every requisite improvement. 21,000 acres freehold, rich pastoral and agricultural land, in the southern seaboard. 18,000 sheep, tons of bullocks, horses, &c. 55,000 acres leasehold, good pastoral country. 5000 sheep, exclusive of lambs. And several other station properties for sale, or open to partnership arrangements, particulars of which may be had at the office of — [562, 982, 691, 1199]
column-heading: Insurance Companies — [696, 44, 833, 58]
ad-title: CAUTION. - J. F. MARTELL'S BRANDY. — [837, 1209, 961, 1233]
table-cell: Boys' Race, under 14 — [32, 218, 118, 227]
table-cell: 17 — [11, 358, 32, 375]
ad-body: Capital £1,000,000, of which £240,000 is paid up. Fire and Marine Risks of every description will be accepted at the lowest current rates. — [699, 92, 829, 128]
ad-body: All classes of FIRE RISKS in town or country taken at current rates. — [699, 512, 829, 531]
ad-title: FOR SALE, two Shops, with 43ft. frontage — [562, 1290, 681, 1314]
advertisement — [10, 58, 140, 443]
table-cell: 10 — [11, 297, 32, 306]
ad-signature: JAMES C. CRAWFORD, Returning Officer. — [447, 763, 553, 782]
table-cell: £3 — [118, 288, 139, 297]
ad-signature: C. MOODY. December 19. — [335, 370, 416, 380]
ad-title: HOOD'S CORN SOLVENT - The only effectual cure. — [837, 288, 965, 312]
